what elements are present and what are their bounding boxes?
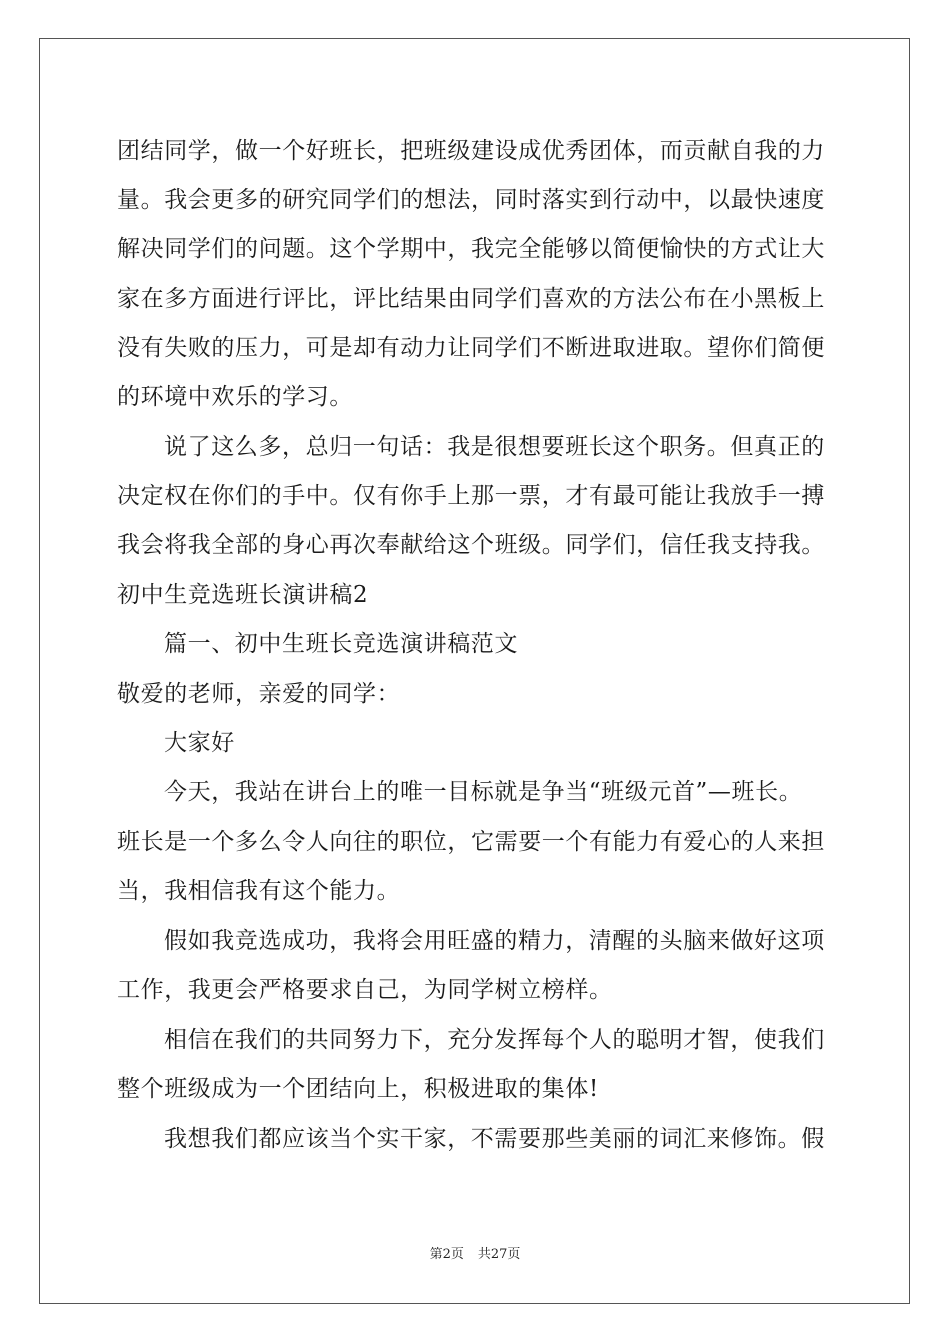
text-line: 工作，我更会严格要求自己，为同学树立榜样。 bbox=[117, 977, 613, 1003]
text-line: 我想我们都应该当个实干家，不需要那些美丽的词汇来修饰。假 bbox=[164, 1126, 825, 1152]
text-line: 今天，我站在讲台上的唯一目标就是争当“班级元首”—班长。 bbox=[164, 779, 803, 805]
text-line: 解决同学们的问题。这个学期中，我完全能够以简便愉快的方式让大 bbox=[117, 236, 825, 262]
greeting: 大家好 bbox=[164, 730, 235, 756]
text-line: 家在多方面进行评比，评比结果由同学们喜欢的方法公布在小黑板上 bbox=[117, 286, 825, 312]
text-line: 假如我竞选成功，我将会用旺盛的精力，清醒的头脑来做好这项 bbox=[164, 928, 825, 954]
page-border bbox=[39, 38, 910, 1304]
page-number: 第2页 bbox=[429, 1247, 464, 1262]
article-title: 篇一、初中生班长竞选演讲稿范文 bbox=[164, 631, 518, 657]
text-line: 量。我会更多的研究同学们的想法，同时落实到行动中，以最快速度 bbox=[117, 187, 825, 213]
text-line: 整个班级成为一个团结向上，积极进取的集体! bbox=[117, 1076, 599, 1102]
text-line: 班长是一个多么令人向往的职位，它需要一个有能力有爱心的人来担 bbox=[117, 829, 825, 855]
text-line: 说了这么多，总归一句话：我是很想要班长这个职务。但真正的 bbox=[164, 434, 825, 460]
text-line: 我会将我全部的身心再次奉献给这个班级。同学们，信任我支持我。 bbox=[117, 532, 825, 558]
section-heading: 初中生竞选班长演讲稿2 bbox=[117, 582, 369, 608]
text-line: 当，我相信我有这个能力。 bbox=[117, 878, 401, 904]
text-line: 没有失败的压力，可是却有动力让同学们不断进取进取。望你们简便 bbox=[117, 335, 825, 361]
text-line: 的环境中欢乐的学习。 bbox=[117, 384, 353, 410]
page-total: 共27页 bbox=[477, 1247, 521, 1262]
page-footer bbox=[0, 1243, 950, 1262]
text-line: 团结同学，做一个好班长，把班级建设成优秀团体，而贡献自我的力 bbox=[117, 138, 825, 164]
text-line: 决定权在你们的手中。仅有你手上那一票，才有最可能让我放手一搏 bbox=[117, 483, 825, 509]
salutation: 敬爱的老师，亲爱的同学： bbox=[117, 681, 401, 707]
text-line: 相信在我们的共同努力下，充分发挥每个人的聪明才智，使我们 bbox=[164, 1027, 825, 1053]
